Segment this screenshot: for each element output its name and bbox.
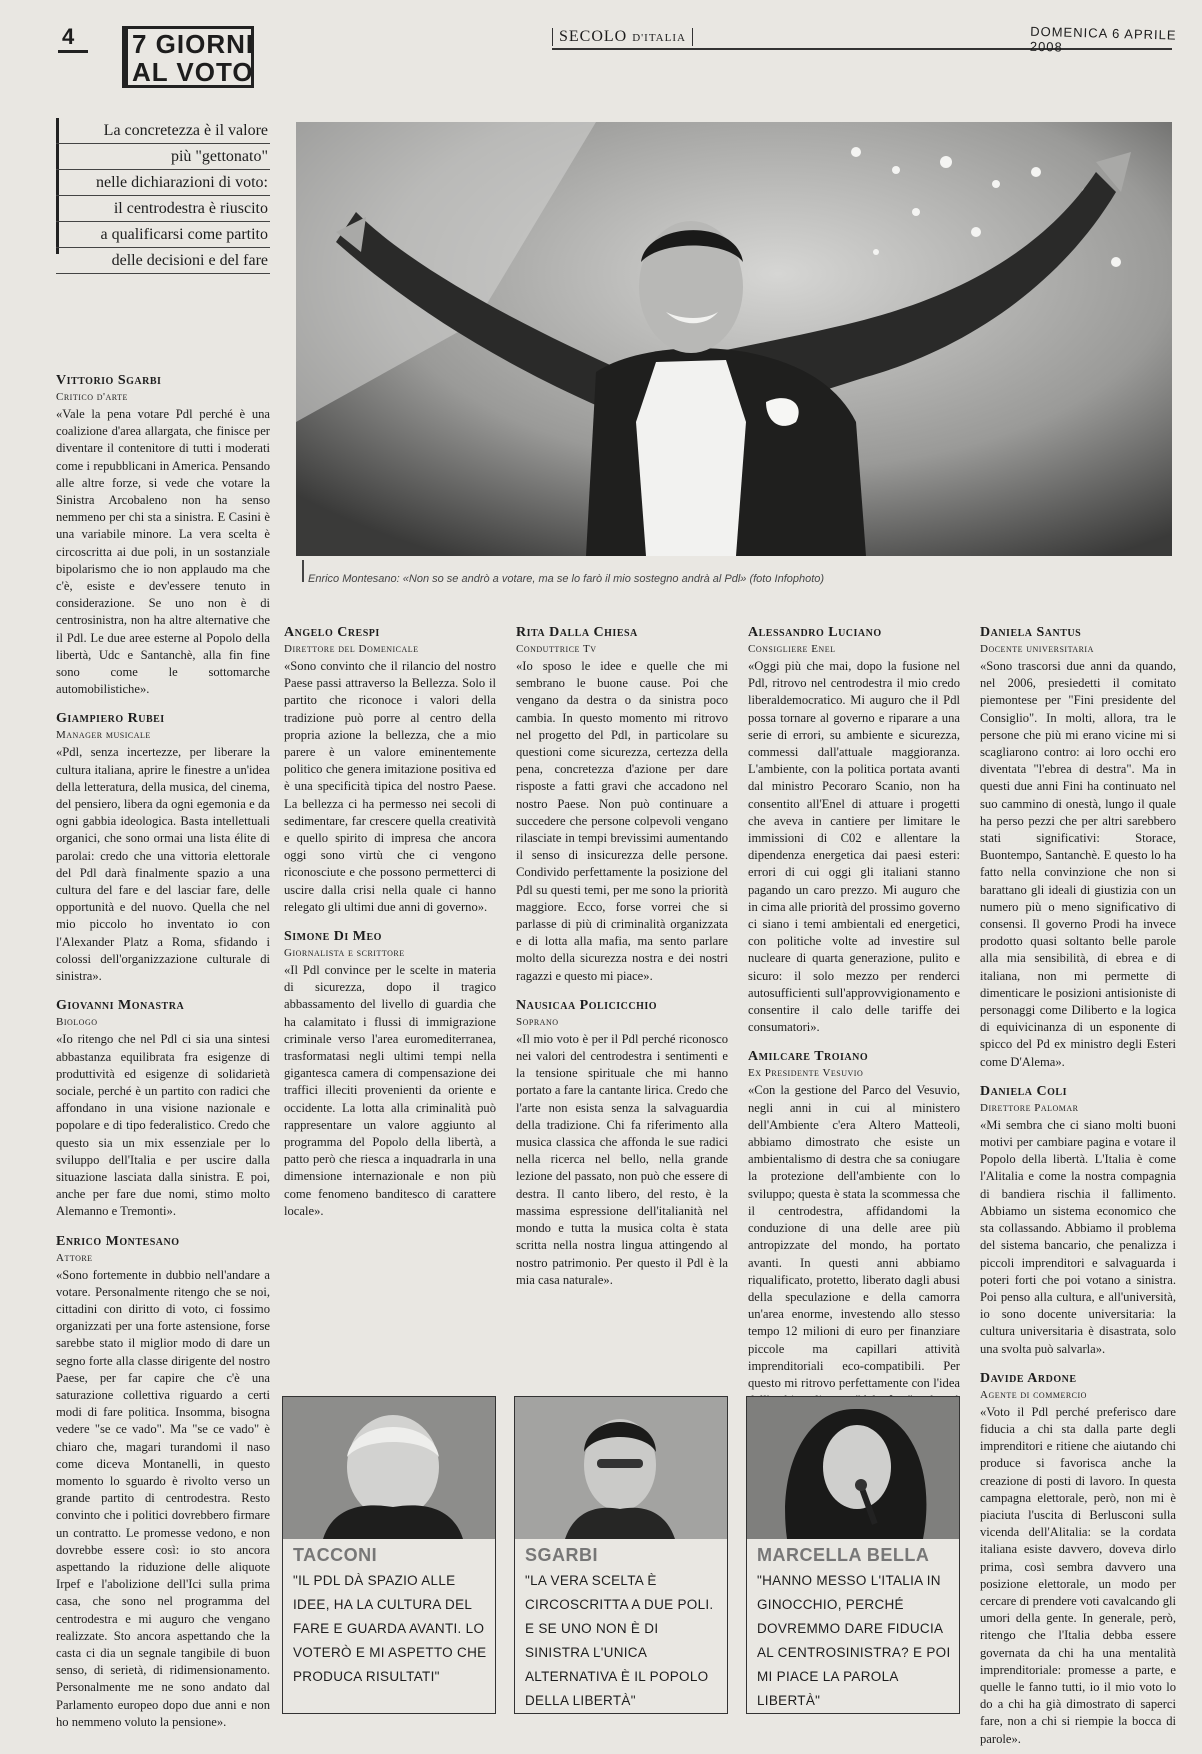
person-role: Consigliere Enel bbox=[748, 643, 836, 655]
pull-quote bbox=[56, 118, 270, 274]
person-name: Alessandro Luciano bbox=[748, 625, 882, 640]
person-role: Conduttrice Tv bbox=[516, 643, 597, 655]
quote-box-name: TACCONI bbox=[293, 1545, 378, 1565]
column-3 bbox=[516, 624, 728, 1289]
person-name: Giampiero Rubei bbox=[56, 711, 165, 727]
person-name: Enrico Montesano bbox=[56, 1233, 180, 1249]
quote-box-text: "LA VERA SCELTA È CIRCOSCRITTA A DUE POLI. E SE UNO NON È DI SINISTRA L'UNICA ALTERNATIVA È IL POPOLO DELLA LIBERTÀ" bbox=[525, 1573, 714, 1708]
newspaper-suffix: D'ITALIA bbox=[632, 32, 686, 44]
statement-text: «Sono trascorsi due anni da quando, nel 2006, presiedetti il comitato piemontese per "Fini presidente del Consiglio". In molti, allora, tra le persone che più mi erano vicine mi si scagliarono contro: ai loro occhi ero diventata "l'ebrea di destra". Ma in questi due anni Fini ha continuato nel suo cammino di onestà, lungo il quale ha perso pezzi che per altri sarebbero stati significativi: Storace, Buontempo, Santanchè. E questo lo ha fatto nella convinzione che non si barattano gli ideali di giustizia con un numero più o meno significativo di consensi. Il governo Prodi ha invece prodotto quasi soltanto belle parole alla mia sensibilità, di ebrea e di italiana, non mi permette di dimenticare le posizioni antisioniste di personaggi come Diliberto e la logica di equivicinanza di un esponente di spicco del Pd ex ministro degli Esteri come D'Alema». bbox=[980, 659, 1176, 1069]
quote-box-name: MARCELLA BELLA bbox=[757, 1545, 930, 1565]
person-role: Attore bbox=[56, 1251, 93, 1264]
statement-text: «Mi sembra che ci siano molti buoni motivi per cambiare pagina e votare il Popolo della libertà. L'Italia è come l'Alitalia e come la nostra compagnia di bandiera rischia il fallimento. Abbiamo un sistema economico che sta collassando. Abbiamo il problema del sistema bancario, che penalizza i piccoli imprenditori e salvaguarda i poteri forti che poi votano a sinistra. Poi penso alla cultura, e all'università, io sono docente universitaria: la cultura universitaria è disastrata, solo una svolta può salvarla». bbox=[980, 1117, 1176, 1356]
person-role: Ex Presidente Vesuvio bbox=[748, 1067, 864, 1080]
pull-quote-line: delle decisioni e del fare bbox=[56, 248, 270, 274]
page-number: 4 bbox=[62, 24, 75, 49]
statement-text: «Io ritengo che nel Pdl ci sia una sintesi abbastanza equilibrata fra esigenze di produttività ed esigenze di solidarietà sociale, perché è un partito con radici che affondano in una visione nazionale e popolare e di tipo federalistico. Credo che questo sia un mix essenziale per lo sviluppo dell'Italia e per uscire dalla situazione lasciata dalla sinistra. E poi, anche per fare due nomi, stimo molto Alemanno e Tremonti». bbox=[56, 1032, 270, 1219]
person-role: Manager musicale bbox=[56, 729, 151, 742]
statement-text: «Il mio voto è per il Pdl perché riconosco nei valori del centrodestra i sentimenti e la tensione spirituale che mi hanno portato a fare la cantante lirica. Credo che l'arte non esista senza la salvaguardia della tradizione. Chi fa riferimento alla musica classica che affonda le sue radici nella ricerca nel bello, nella grande lezione del passato, non può che essere di destra. Il canto libero, del resto, è la massima espressione dell'italianità nel mondo e tutta la musica colta è stata scritta nella nostra lingua attingendo al nostro patrimonio. Per questo il Pdl è la mia casa naturale». bbox=[516, 1031, 728, 1287]
column-2 bbox=[284, 624, 496, 1220]
statement-text: «Io sposo le idee e quelle che mi sembrano le buone cause. Poi che vengano da destra o da sinistra poco cambia. In questo momento mi ritrovo nel progetto del Pdl, in particolare su questioni come sicurezza, certezza della pena, concretezza d'azione per dare risposte a fatti gravi che accadono nel nostro Paese. Non può continuare a succedere che persone colpevoli vengano rilasciate in tempi brevissimi aumentando il senso di insicurezza delle persone. Condivido perfettamente la posizione del Pdl su questi temi, per me sono la priorità maggiore. Ecco, forse vorrei che si parlasse di più di criminalità organizzata e di lotta alla mafia, ma sento parlare molto della sicurezza nostra e dei nostri ragazzi e questo mi piace». bbox=[516, 659, 728, 983]
newspaper-name bbox=[552, 28, 693, 46]
main-photo bbox=[296, 122, 1172, 556]
person-name: Vittorio Sgarbi bbox=[56, 373, 162, 388]
person-role: Critico d'arte bbox=[56, 391, 128, 403]
person-role: Direttore Palomar bbox=[980, 1101, 1079, 1114]
portrait-photo bbox=[747, 1397, 959, 1539]
portrait-photo bbox=[283, 1397, 495, 1539]
portrait-photo bbox=[515, 1397, 727, 1539]
person-role: Docente universitaria bbox=[980, 643, 1094, 655]
person-role: Giornalista e scrittore bbox=[284, 947, 405, 960]
pull-quote-line: a qualificarsi come partito bbox=[56, 222, 270, 248]
quote-box-text: "IL PDL DÀ SPAZIO ALLE IDEE, HA LA CULTURA DEL FARE E GUARDA AVANTI. LO VOTERÒ E MI ASPETTO CHE PRODUCA RISULTATI" bbox=[293, 1573, 487, 1684]
pull-quote-line: nelle dichiarazioni di voto: bbox=[56, 170, 270, 196]
statement-text: «Oggi più che mai, dopo la fusione nel Pdl, ritrovo nel centrodestra il mio credo liberaldemocratico. Mi auguro che il Pdl possa tornare al governo e riparare a una serie di errori, su ambiente e sicurezza, commessi dall'attuale maggioranza. L'ambiente, con la politica portata avanti dal ministro Pecoraro Scanio, non ha consentito all'Enel di attuare i progetti che aveva in cantiere per limitare le immissioni di C02 e allentare la dipendenza energetica dai paesi esteri: errori di cui oggi gli italiani stanno pagando un caro prezzo. Mi auguro che in cima alle priorità del prossimo governo ci siano i temi ambientali ed energetici, con politiche volte ad investire sul nucleare di quarta generazione, pulito e sicuro: il solo mezzo per renderci autosufficienti sull'approvvigionamento e consentire il calo delle tariffe dei consumatori». bbox=[748, 659, 960, 1035]
section-tag-line2: AL VOTO bbox=[132, 57, 254, 87]
quote-box-sgarbi bbox=[514, 1396, 728, 1714]
newspaper-title: SECOLO bbox=[559, 28, 628, 45]
statement-text: «Pdl, senza incertezze, per liberare la cultura italiana, aprire le finestre a un'idea della letteratura, della musica, del cinema, del pensiero, libera da ogni egemonia e da ogni gabbia ideologica. Basta intellettuali organici, che sono ormai una lista élite di parolai: credo che una vittoria elettorale del Pdl darà finalmente spazio a una cultura del fare e del lasciar fare, delle opportunità e del nuovo. Quella che nel mio piccolo ho inventato io con l'Alexander Platz a Roma, sfidando i colossi dell'organizzazione culturale di sinistra». bbox=[56, 745, 270, 984]
quote-box-marcella-bella bbox=[746, 1396, 960, 1714]
person-name: Davide Ardone bbox=[980, 1370, 1077, 1386]
person-role: Agente di commercio bbox=[980, 1388, 1087, 1401]
column-5 bbox=[980, 624, 1176, 1748]
person-name: Amilcare Troiano bbox=[748, 1049, 869, 1065]
person-name: Rita Dalla Chiesa bbox=[516, 625, 638, 640]
statement-text: «Il Pdl convince per le scelte in materia di sicurezza, dopo il tragico abbassamento del livello di guardia che ha calamitato i flussi di immigrazione criminale verso l'area euromediterranea, trasformatasi negli ultimi tempi nella gigantesca camera di compensazione dei traffici illeciti provenienti da oriente e occidente. La lotta alla criminalità può rappresentare un valore aggiunto al programma del Popolo della libertà, a patto però che riesca a inquadrarla in una dimensione internazionale e non più come fenomeno banditesco di carattere locale». bbox=[284, 963, 496, 1218]
statement-text: «Con la gestione del Parco del Vesuvio, negli anni in cui al ministero dell'Ambiente c'era Altero Matteoli, abbiamo dimostrato che esiste un ambientalismo di destra che sa coniugare la protezione dell'ambiente con lo sviluppo; questa è stata la scommessa che il centrodestra, affidandomi la conduzione di una delle aree più antropizzate del mondo, ha portato avanti. In questi anni abbiamo riqualificato, protetto, liberato dagli abusi della speculazione e della camorra un'area enorme, investendo allo stesso tempo 12 milioni di euro per finanziare piccole ma capillari attività imprenditoriali eco-compatibili. Per questo mi ritrovo perfettamente con l'idea bbox=[748, 1083, 960, 1390]
person-name: Daniela Coli bbox=[980, 1083, 1067, 1099]
caption-bar bbox=[302, 560, 304, 582]
quote-box-text: "HANNO MESSO L'ITALIA IN GINOCCHIO, PERCHÉ DOVREMMO DARE FIDUCIA AL CENTROSINISTRA? E POI MI PIACE LA PAROLA LIBERTÀ" bbox=[757, 1573, 951, 1708]
person-role: Direttore del Domenicale bbox=[284, 643, 419, 655]
pull-quote-line: La concretezza è il valore bbox=[56, 118, 270, 144]
issue-date: DOMENICA 6 APRILE 2008 bbox=[1029, 23, 1177, 55]
photo-caption: Enrico Montesano: «Non so se andrò a votare, ma se lo farò il mio sostegno andrà al Pdl» (foto Infophoto) bbox=[308, 573, 825, 585]
column-1 bbox=[56, 372, 270, 1731]
person-role: Soprano bbox=[516, 1015, 559, 1028]
person-name: Giovanni Monastra bbox=[56, 998, 185, 1014]
statement-text: «Sono convinto che il rilancio del nostro Paese passi attraverso la Bellezza. Solo il partito che riconoce i valori della tradizione può porre al centro della propria azione la bellezza, che a mio parere è un valore eminentemente politico che genera imitazione positiva ed è una specificità tipica del nostro Paese. La bellezza ci ha permesso nei secoli di sedimentare, far crescere quella creatività e quello spirito di impresa che ancora oggi sono virtù che ci vengono riconosciute e che possono permetterci di uscire dalla crisi nella quale ci hanno relegato gli ultimi due anni di governo». bbox=[284, 659, 496, 914]
section-tag-line1: 7 GIORNI bbox=[132, 29, 255, 59]
person-name: Simone Di Meo bbox=[284, 929, 382, 945]
statement-text: «Vale la pena votare Pdl perché è una coalizione d'area allargata, che finisce per diventare il contenitore di tutti i moderati come i repubblicani in America. Pensando alle altre forze, si vede che votare la Sinistra Arcobaleno non ha senso nemmeno per chi sta a sinistra. E Casini è una variabile minore. La vera scelta è circoscritta ai due poli, in un sostanziale bipolarismo che io non applaudo ma che c'è, esiste e dev'essere tenuto in considerazione. Se uno non è di centrosinistra, non ha altre alternative che il Pdl. Le due aree esterne al Popolo della libertà, Udc e Santanchè, alla fin fine sono come le sottomarche automobilistiche». bbox=[56, 407, 270, 697]
person-name: Daniela Santus bbox=[980, 625, 1082, 640]
quote-box-name: SGARBI bbox=[525, 1545, 599, 1565]
pull-quote-line: più "gettonato" bbox=[56, 144, 270, 170]
person-name: Nausicaa Policicchio bbox=[516, 997, 658, 1013]
person-name: Angelo Crespi bbox=[284, 625, 380, 640]
quote-box-tacconi bbox=[282, 1396, 496, 1714]
statement-text: «Sono fortemente in dubbio nell'andare a votare. Personalmente ritengo che se noi, cittadini con diritto di voto, ci fossimo organizzati per una forte astensione, forse sarebbe stato il miglior modo di dare un segno forte alla classe dirigente del nostro Paese, per far capire che c'è una saturazione collettiva riguardo a certi modi di fare politica. Insomma, bisogna vedere "se ce vado". Ma "se ce vado" è chiaro che, magari turandomi il naso come diceva Montanelli, in questo momento lo sguardo è rivolto verso un grande partito di centrodestra. Resto convinto che i politici dovrebbero firmare un contratto. Le promesse vedono, e non dovrebbe essere così: io sto ancora aspettando la riduzione delle aliquote Irpef e l'abolizione dell'Ici sulla prima casa, che sono nel programma del centrodestra e mi auguro che vengano realizzate. Sto ancora aspettando che la casta ci dia un segnale tangibile di buon senso, di serietà, di ridimensionamento. Personalmente me ne sono andato dal Parlamento europeo dopo due anni e non ho nemmeno voluto la pensione». bbox=[56, 1267, 270, 1729]
statement-text: «Voto il Pdl perché preferisco dare fiducia a chi sta dalla parte degli imprenditori e ritiene che aiutando chi produce si favorisca anche la creazione di posti di lavoro. In questa campagna elettorale, però, non mi è piaciuta l'uscita di Berlusconi sulla vicenda dell'Alitalia: se la cordata italiana esiste davvero, doveva dirlo prima, così sembra davvero una posizione elettorale, un modo per cercare di prendere voti cavalcando gli umori della gente. In generale, però, ritengo che l'Italia debba essere governata da chi ha una mentalità imprenditoriale: promesse a parte, e quelle le fanno tutti, io il mio voto lo do a chi ha già dimostrato di saperci fare, non a chi si riempie la bocca di parole». bbox=[980, 1404, 1176, 1746]
column-4 bbox=[748, 624, 960, 1427]
page-number-rule bbox=[58, 50, 88, 53]
pull-quote-line: il centrodestra è riuscito bbox=[56, 196, 270, 222]
person-role: Biologo bbox=[56, 1016, 98, 1029]
